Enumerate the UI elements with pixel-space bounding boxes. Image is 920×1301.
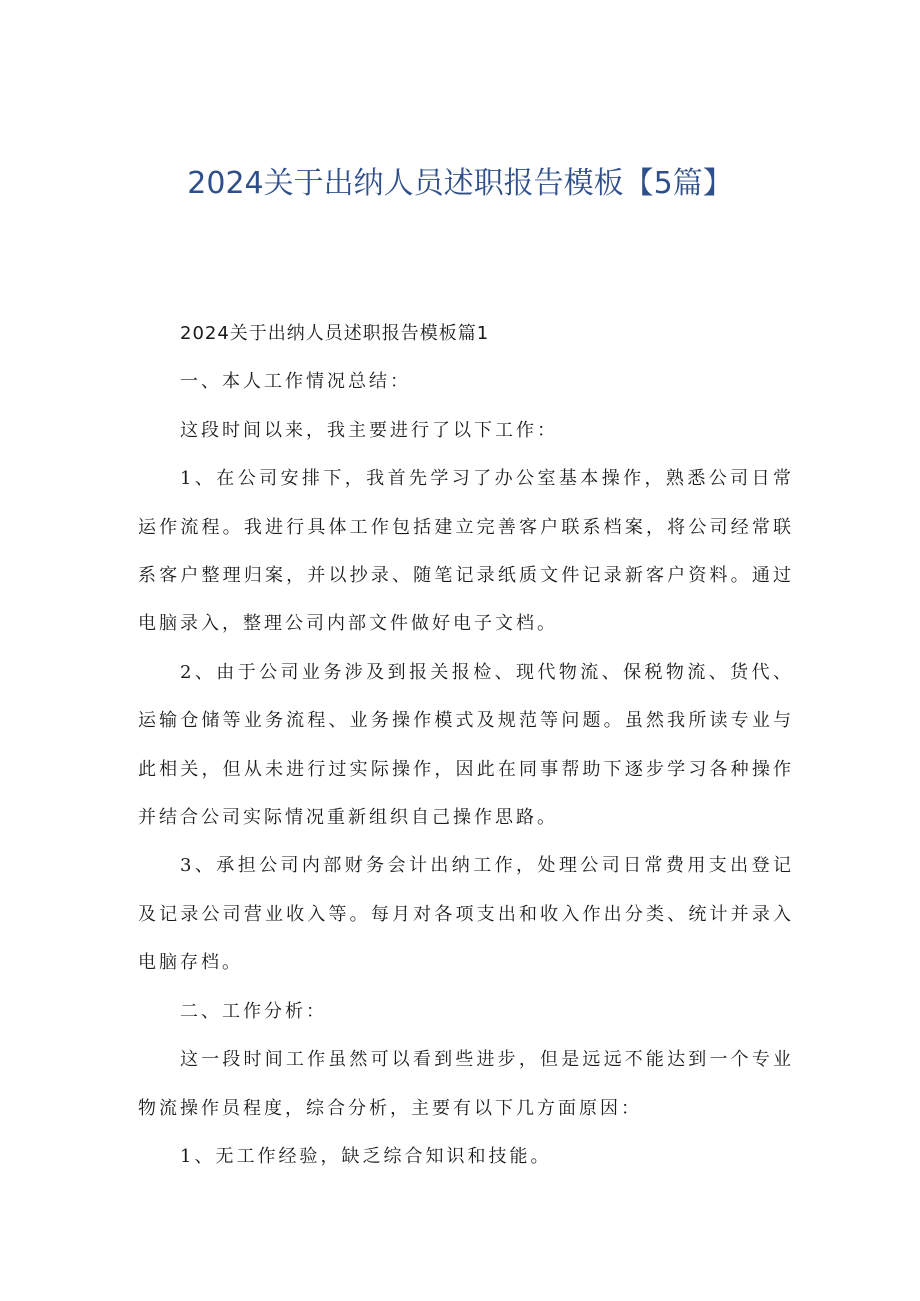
document-body	[138, 310, 794, 1181]
document-title: 2024关于出纳人员述职报告模板【5篇】	[187, 166, 733, 201]
paragraph: 2、由于公司业务涉及到报关报检、现代物流、保税物流、货代、运输仓储等业务流程、业务操作模式及规范等问题。虽然我所读专业与此相关，但从未进行过实际操作，因此在同事帮助下逐步学习各种操作并结合公司实际情况重新组织自己操作思路。	[138, 661, 794, 829]
paragraph: 1、无工作经验，缺乏综合知识和技能。	[180, 1145, 552, 1167]
paragraph: 这段时间以来，我主要进行了以下工作：	[180, 419, 558, 441]
section-heading: 2024关于出纳人员述职报告模板篇1	[180, 323, 490, 344]
paragraph: 二、工作分析：	[180, 1000, 327, 1022]
paragraph: 3、承担公司内部财务会计出纳工作，处理公司日常费用支出登记及记录公司营业收入等。每月对各项支出和收入作出分类、统计并录入电脑存档。	[138, 855, 794, 974]
paragraph: 这一段时间工作虽然可以看到些进步，但是远远不能达到一个专业物流操作员程度，综合分析，主要有以下几方面原因：	[138, 1049, 794, 1119]
paragraph: 1、在公司安排下，我首先学习了办公室基本操作，熟悉公司日常运作流程。我进行具体工作包括建立完善客户联系档案，将公司经常联系客户整理归案，并以抄录、随笔记录纸质文件记录新客户资料。通过电脑录入，整理公司内部文件做好电子文档。	[138, 468, 794, 635]
paragraph: 一、本人工作情况总结：	[180, 371, 411, 393]
